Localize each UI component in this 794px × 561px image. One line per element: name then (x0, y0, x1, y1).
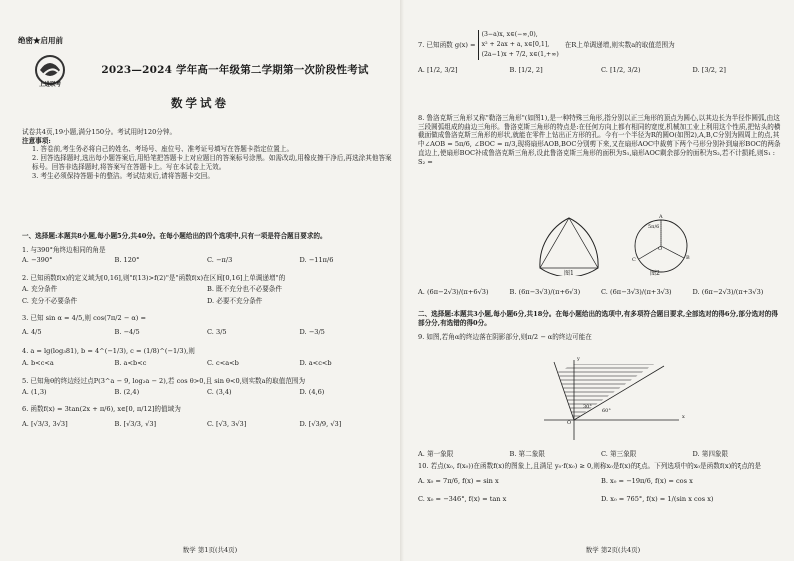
option-d: D. [3/2, 2] (692, 65, 726, 74)
section-one-heading: 一、选择题:本题共8小题,每小题5分,共40分。在每小题给出的四个选项中,只有一项是符合题目要求的。 (22, 232, 327, 240)
option-d: D. a<c<b (299, 359, 332, 368)
option-d: D. −11π/6 (299, 256, 334, 265)
figure-2-point-o: O (658, 246, 663, 252)
notice-item-3: 3. 考生必须保持答题卡的整洁。考试结束后,请将答题卡交回。 (32, 171, 214, 180)
question-8 (418, 114, 784, 166)
option-c: C. 充分不必要条件 (22, 296, 78, 305)
section-two (418, 310, 784, 342)
case-2: x² + 2ax + a, x∈[0,1], (481, 40, 550, 48)
question-stem: 2. 已知函数f(x)的定义域为[0,16],则"f(13)>f(2)"是"函数f(x)在区间[0,16]上单调递增"的 (22, 274, 286, 283)
option-b: B. a<b<c (114, 359, 147, 368)
option-d: D. −3/5 (299, 327, 325, 336)
question-6 (22, 405, 392, 428)
figure-1-reuleaux-triangle (534, 214, 604, 276)
question-5 (22, 377, 392, 396)
option-c: C. [√3, 3√3] (207, 420, 247, 429)
option-a: A. −390° (22, 256, 53, 265)
exam-title: 2023—2024 学年高一年级第二学期第一次阶段性考试 (101, 64, 369, 76)
option-b: B. −4/5 (114, 327, 140, 336)
question-stem: 4. a = lg(log₃81), b = 4^(−1/3), c = (1/8)^(−1/3),则 (22, 346, 195, 355)
option-b: B. 第二象限 (509, 450, 545, 458)
option-b: B. (6π−3√3)/(π+6√3) (509, 288, 581, 296)
option-b: B. 既不充分也不必要条件 (207, 284, 282, 293)
option-c: C. [1/2, 3/2) (601, 65, 641, 74)
option-a: A. b<c<a (22, 359, 54, 368)
notice-label: 注意事项: (22, 136, 51, 145)
option-c: C. c<a<b (207, 359, 239, 368)
option-c: C. 3/5 (207, 327, 227, 336)
notice-item-1: 1. 答卷前,考生务必将自己的姓名、考场号、座位号、准考证号填写在答题卡指定位置上。 (32, 145, 294, 154)
option-b: B. [√3/3, √3] (114, 420, 157, 429)
question-8-options (418, 286, 784, 297)
option-c: C. −π/3 (207, 256, 233, 265)
question-stem: 6. 函数f(x) = 3tan(2x + π/6), x∈[0, π/12]的值域为 (22, 405, 181, 414)
piecewise-function (478, 30, 559, 60)
figure-2-label: 图2 (650, 270, 660, 277)
question-stem: 5. 已知角θ的终边经过点P(3^a − 9, log₂a − 2),若 cos θ>0,且 sin θ<0,则实数a的取值范围为 (22, 377, 306, 386)
option-a: A. [√3/3, 3√3] (22, 420, 68, 429)
question-stem: 10. 若点(x₀, f(x₀))在函数f(x)的图象上,且满足 y₀·f(x₀) ≥ 0,则称x₀是f(x)的ξ点。下列选项中的x₀是函数f(x)的ξ点的是 (418, 462, 762, 470)
question-stem: 8. 鲁洛克斯三角形又称"勒洛三角形"(如图1),是一种特殊三角形,指分别以正三角形的顶点为圆心,以其边长为半径作圆弧,由这三段圆弧组成的曲边三角形。鲁洛克斯三角形的特点是:在任何方向上都有相同的宽度,机械加工业上利用这个性质,把钻头的横截面做成鲁洛克斯三角形的形状,就能在零件上钻出正方形的孔。今有一个半径为R的圆O(如图2),A,B,C分别为圆周上的点,其中∠AOB = 5π/6, ∠BOC = π/3,现将扇形AOB,BOC分别剪下来,又在扇形AOC中裁剪下两个弓形分别补到扇形BOC的两条直边上,使扇形BOC补成鲁洛克斯三角形,设此鲁洛克斯三角形的面积为S₁,扇形AOC剩余部分的面积为S₂,若不计损耗,则S₁ : S₂ = (418, 114, 781, 166)
figure-2-circle-sectors (629, 214, 693, 276)
question-stem: 3. 已知 sin α = 4/5,则 cos(7π/2 − α) = (22, 314, 146, 323)
figure-2-point-b: B (686, 255, 690, 261)
q9-angle-60: 60° (602, 408, 611, 414)
section-one (22, 232, 392, 429)
option-a: A. [1/2, 3/2] (418, 65, 458, 74)
figure-2-point-c: C (632, 257, 636, 263)
question-stem-tail: 在R上单调递增,则实数a的取值范围为 (564, 40, 675, 49)
option-a: A. 4/5 (22, 327, 42, 336)
option-a: A. 充分条件 (22, 284, 58, 293)
question-9-options (418, 448, 784, 459)
q9-axis-y: y (577, 356, 580, 362)
option-b: B. x₀ = −19π/6, f(x) = cos x (601, 476, 693, 485)
option-d: D. [√3/9, √3] (299, 420, 342, 429)
option-b: B. 120° (114, 256, 140, 265)
page-footer-left: 数学 第1页(共4页) (182, 546, 238, 555)
option-c: C. (6π−3√3)/(π+3√3) (601, 288, 672, 296)
q9-origin: O (567, 420, 572, 426)
question-2 (22, 274, 392, 305)
question-4 (22, 347, 392, 368)
page-footer-right: 数学 第2页(共4页) (585, 546, 641, 555)
q9-angle-30: 30° (583, 404, 592, 410)
question-stem: 7. 已知函数 g(x) = (418, 40, 476, 49)
question-1 (22, 246, 392, 265)
question-10 (418, 462, 784, 504)
instructions (22, 128, 392, 180)
option-a: A. x₀ = 7π/6, f(x) = sin x (418, 476, 499, 485)
option-a: A. 第一象限 (418, 450, 454, 458)
question-9-stem: 9. 如图,若角α的终边落在阴影部分,则π/2 − α的终边可能在 (418, 333, 592, 342)
figure-1-label: 图1 (564, 270, 574, 277)
figure-2-point-a: A (659, 214, 663, 220)
option-a: A. (1,3) (22, 387, 47, 396)
figure-2-angle-label: 5π/6 (648, 224, 660, 230)
option-d: D. x₀ = 765°, f(x) = 1/(sin x cos x) (601, 495, 714, 504)
option-c: C. x₀ = −346°, f(x) = tan x (418, 495, 507, 504)
q9-axis-x: x (682, 414, 685, 420)
option-c: C. (3,4) (207, 387, 232, 396)
question-3 (22, 314, 392, 336)
case-3: (2a−1)x + 7/2, x∈(1,+∞) (481, 50, 559, 58)
publisher-logo-text: 上进联考 (38, 82, 61, 88)
option-c: C. 第三象限 (601, 450, 637, 458)
option-b: B. [1/2, 2] (509, 65, 543, 74)
option-d: D. 必要不充分条件 (207, 296, 263, 305)
option-d: D. (6π−2√3)/(π+3√3) (692, 288, 764, 296)
confidential-mark: 绝密★启用前 (18, 36, 63, 45)
figure-q9-shaded-angle (534, 358, 684, 442)
subject-title: 数学试卷 (171, 96, 229, 110)
intro-line: 试卷共4页,19小题,满分150分。考试用时120分钟。 (22, 128, 177, 136)
page-right (404, 0, 794, 561)
option-a: A. (6π−2√3)/(π+6√3) (418, 288, 489, 296)
option-d: D. (4,6) (299, 387, 325, 396)
option-b: B. (2,4) (114, 387, 140, 396)
question-7 (418, 30, 784, 74)
option-d: D. 第四象限 (692, 450, 729, 458)
section-two-heading: 二、选择题:本题共3小题,每小题6分,共18分。在每小题给出的选项中,有多项符合题目要求,全部选对的得6分,部分选对的得部分分,有选错的得0分。 (418, 310, 778, 327)
notice-item-2: 2. 回答选择题时,选出每小题答案后,用铅笔把答题卡上对应题目的答案标号涂黑。如需改动,用橡皮擦干净后,再选涂其他答案标号。回答非选择题时,将答案写在答题卡上。写在本试卷上无效。 (32, 154, 392, 171)
case-1: (3−a)x, x∈(−∞,0), (481, 31, 538, 38)
question-stem: 1. 与390°角终边相同的角是 (22, 245, 106, 254)
